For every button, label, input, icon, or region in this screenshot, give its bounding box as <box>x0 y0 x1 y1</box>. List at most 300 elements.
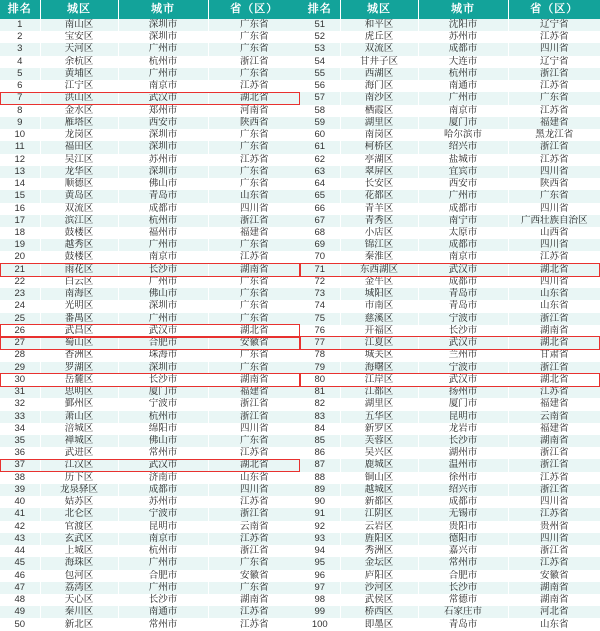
cell-district: 青秀区 <box>340 215 418 227</box>
cell-rank: 28 <box>0 349 40 361</box>
cell-province: 广东省 <box>208 313 300 325</box>
table-body-left <box>0 19 300 631</box>
cell-province: 山东省 <box>208 190 300 202</box>
cell-province: 江苏省 <box>208 251 300 263</box>
cell-district: 虎丘区 <box>340 31 418 43</box>
table-row <box>300 68 600 80</box>
cell-rank: 7 <box>0 92 40 104</box>
cell-rank: 57 <box>300 92 340 104</box>
cell-province: 四川省 <box>208 484 300 496</box>
table-row <box>300 557 600 569</box>
cell-city: 昆明市 <box>418 411 508 423</box>
cell-rank: 83 <box>300 411 340 423</box>
cell-district: 吴兴区 <box>340 447 418 459</box>
table-row <box>0 92 300 104</box>
cell-rank: 48 <box>0 594 40 606</box>
cell-rank: 16 <box>0 203 40 215</box>
cell-city: 太原市 <box>418 227 508 239</box>
cell-province: 湖北省 <box>208 92 300 104</box>
cell-rank: 76 <box>300 325 340 337</box>
cell-province: 浙江省 <box>508 141 600 153</box>
cell-rank: 67 <box>300 215 340 227</box>
cell-city: 温州市 <box>418 459 508 471</box>
cell-rank: 21 <box>0 264 40 276</box>
cell-district: 历下区 <box>40 472 118 484</box>
cell-province: 广东省 <box>208 166 300 178</box>
cell-city: 南京市 <box>118 80 208 92</box>
cell-city: 宜宾市 <box>418 166 508 178</box>
cell-district: 桥西区 <box>340 606 418 618</box>
cell-district: 武侯区 <box>340 594 418 606</box>
cell-province: 江苏省 <box>508 386 600 398</box>
cell-city: 龙岩市 <box>418 423 508 435</box>
cell-rank: 29 <box>0 362 40 374</box>
cell-rank: 64 <box>300 178 340 190</box>
cell-city: 南京市 <box>418 105 508 117</box>
cell-city: 成都市 <box>418 276 508 288</box>
cell-province: 江苏省 <box>208 533 300 545</box>
cell-province: 浙江省 <box>208 215 300 227</box>
cell-city: 厦门市 <box>418 398 508 410</box>
cell-province: 江苏省 <box>508 105 600 117</box>
cell-city: 广州市 <box>118 582 208 594</box>
cell-district: 湖里区 <box>340 117 418 129</box>
cell-city: 福州市 <box>118 227 208 239</box>
cell-province: 广东省 <box>208 582 300 594</box>
cell-rank: 61 <box>300 141 340 153</box>
cell-district: 五华区 <box>340 411 418 423</box>
cell-city: 佛山市 <box>118 435 208 447</box>
cell-district: 庐阳区 <box>340 570 418 582</box>
table-row <box>300 166 600 178</box>
cell-rank: 50 <box>0 618 40 631</box>
cell-city: 长沙市 <box>118 264 208 276</box>
table-row <box>0 227 300 239</box>
cell-district: 开福区 <box>340 325 418 337</box>
header-row <box>0 0 300 19</box>
cell-district: 包河区 <box>40 570 118 582</box>
cell-rank: 27 <box>0 337 40 349</box>
table-row <box>300 484 600 496</box>
cell-district: 南岗区 <box>340 129 418 141</box>
cell-district: 官渡区 <box>40 521 118 533</box>
table-row <box>0 117 300 129</box>
cell-province: 广东省 <box>208 288 300 300</box>
cell-province: 广西壮族自治区 <box>508 215 600 227</box>
cell-rank: 17 <box>0 215 40 227</box>
cell-rank: 60 <box>300 129 340 141</box>
cell-city: 长沙市 <box>118 594 208 606</box>
cell-district: 双流区 <box>340 43 418 55</box>
cell-city: 佛山市 <box>118 288 208 300</box>
table-row <box>300 337 600 349</box>
cell-district: 锦江区 <box>340 239 418 251</box>
table-row <box>300 472 600 484</box>
table-row <box>0 129 300 141</box>
table-row <box>300 496 600 508</box>
cell-city: 成都市 <box>418 496 508 508</box>
cell-city: 济南市 <box>118 472 208 484</box>
cell-province: 江苏省 <box>508 472 600 484</box>
cell-rank: 80 <box>300 374 340 386</box>
cell-province: 广东省 <box>508 92 600 104</box>
table-row <box>300 533 600 545</box>
cell-district: 长安区 <box>340 178 418 190</box>
cell-province: 河南省 <box>208 105 300 117</box>
cell-province: 江苏省 <box>208 618 300 631</box>
cell-rank: 38 <box>0 472 40 484</box>
table-row <box>0 105 300 117</box>
cell-district: 西湖区 <box>340 68 418 80</box>
cell-city: 厦门市 <box>118 386 208 398</box>
cell-city: 成都市 <box>418 239 508 251</box>
cell-rank: 69 <box>300 239 340 251</box>
cell-rank: 2 <box>0 31 40 43</box>
cell-province: 江苏省 <box>508 557 600 569</box>
cell-district: 铜山区 <box>340 472 418 484</box>
column-header-rank: 排名 <box>300 0 340 19</box>
table-row <box>0 264 300 276</box>
cell-district: 即墨区 <box>340 618 418 631</box>
cell-province: 湖南省 <box>508 435 600 447</box>
cell-district: 海门区 <box>340 80 418 92</box>
table-row <box>0 508 300 520</box>
cell-province: 浙江省 <box>508 313 600 325</box>
column-header-city: 城市 <box>418 0 508 19</box>
table-row <box>0 56 300 68</box>
cell-district: 洪山区 <box>40 92 118 104</box>
cell-rank: 82 <box>300 398 340 410</box>
cell-district: 龙岗区 <box>40 129 118 141</box>
cell-city: 武汉市 <box>118 325 208 337</box>
cell-city: 深圳市 <box>118 129 208 141</box>
table-row <box>0 80 300 92</box>
cell-district: 市南区 <box>340 300 418 312</box>
cell-rank: 71 <box>300 264 340 276</box>
cell-province: 广东省 <box>208 129 300 141</box>
cell-province: 湖南省 <box>508 325 600 337</box>
cell-province: 江苏省 <box>208 496 300 508</box>
cell-rank: 98 <box>300 594 340 606</box>
cell-district: 甘井子区 <box>340 56 418 68</box>
cell-district: 雨花区 <box>40 264 118 276</box>
cell-province: 福建省 <box>508 398 600 410</box>
cell-province: 江苏省 <box>208 606 300 618</box>
cell-province: 江苏省 <box>508 80 600 92</box>
cell-rank: 8 <box>0 105 40 117</box>
table-row <box>300 117 600 129</box>
cell-rank: 56 <box>300 80 340 92</box>
table-row <box>300 19 600 31</box>
cell-province: 湖北省 <box>508 337 600 349</box>
table-row <box>300 411 600 423</box>
cell-rank: 9 <box>0 117 40 129</box>
table-row <box>300 545 600 557</box>
table-row <box>300 386 600 398</box>
table-row <box>300 447 600 459</box>
cell-rank: 12 <box>0 154 40 166</box>
table-row <box>0 288 300 300</box>
cell-province: 黑龙江省 <box>508 129 600 141</box>
cell-province: 湖南省 <box>508 582 600 594</box>
cell-city: 武汉市 <box>418 264 508 276</box>
cell-city: 常州市 <box>118 618 208 631</box>
cell-rank: 95 <box>300 557 340 569</box>
table-row <box>300 227 600 239</box>
cell-rank: 62 <box>300 154 340 166</box>
cell-city: 郑州市 <box>118 105 208 117</box>
cell-province: 四川省 <box>508 43 600 55</box>
table-row <box>300 276 600 288</box>
cell-city: 西安市 <box>118 117 208 129</box>
cell-district: 姑苏区 <box>40 496 118 508</box>
cell-city: 广州市 <box>118 557 208 569</box>
cell-province: 福建省 <box>508 423 600 435</box>
cell-city: 扬州市 <box>418 386 508 398</box>
cell-city: 苏州市 <box>118 154 208 166</box>
cell-district: 双流区 <box>40 203 118 215</box>
table-row <box>0 435 300 447</box>
cell-district: 小店区 <box>340 227 418 239</box>
column-header-city: 城市 <box>118 0 208 19</box>
table-row <box>300 459 600 471</box>
table-row <box>0 411 300 423</box>
cell-province: 陕西省 <box>208 117 300 129</box>
cell-city: 盐城市 <box>418 154 508 166</box>
cell-province: 湖南省 <box>208 594 300 606</box>
table-row <box>300 203 600 215</box>
table-row <box>0 190 300 202</box>
cell-city: 青岛市 <box>418 288 508 300</box>
cell-district: 秀洲区 <box>340 545 418 557</box>
cell-district: 青羊区 <box>340 203 418 215</box>
cell-rank: 85 <box>300 435 340 447</box>
cell-city: 绍兴市 <box>418 141 508 153</box>
column-header-province: 省（区） <box>508 0 600 19</box>
cell-district: 罗湖区 <box>40 362 118 374</box>
cell-province: 陕西省 <box>508 178 600 190</box>
cell-city: 贵阳市 <box>418 521 508 533</box>
cell-province: 四川省 <box>508 203 600 215</box>
cell-city: 南京市 <box>118 251 208 263</box>
cell-province: 浙江省 <box>508 459 600 471</box>
cell-city: 深圳市 <box>118 362 208 374</box>
cell-rank: 37 <box>0 459 40 471</box>
table-row <box>0 570 300 582</box>
cell-province: 浙江省 <box>208 56 300 68</box>
cell-district: 香洲区 <box>40 349 118 361</box>
cell-district: 天河区 <box>40 43 118 55</box>
cell-rank: 87 <box>300 459 340 471</box>
table-row <box>0 251 300 263</box>
cell-city: 宁波市 <box>118 398 208 410</box>
cell-province: 江苏省 <box>208 80 300 92</box>
cell-city: 武汉市 <box>118 459 208 471</box>
cell-rank: 52 <box>300 31 340 43</box>
cell-province: 山东省 <box>508 618 600 631</box>
cell-district: 越秀区 <box>40 239 118 251</box>
cell-city: 青岛市 <box>418 618 508 631</box>
table-row <box>0 141 300 153</box>
cell-province: 浙江省 <box>508 362 600 374</box>
cell-rank: 6 <box>0 80 40 92</box>
cell-rank: 11 <box>0 141 40 153</box>
cell-rank: 78 <box>300 349 340 361</box>
cell-city: 南通市 <box>418 80 508 92</box>
table-row <box>0 386 300 398</box>
cell-city: 昆明市 <box>118 521 208 533</box>
cell-rank: 41 <box>0 508 40 520</box>
cell-rank: 24 <box>0 300 40 312</box>
cell-district: 福田区 <box>40 141 118 153</box>
cell-rank: 18 <box>0 227 40 239</box>
table-row <box>0 325 300 337</box>
cell-district: 顺德区 <box>40 178 118 190</box>
cell-province: 广东省 <box>208 141 300 153</box>
cell-district: 思明区 <box>40 386 118 398</box>
cell-district: 南山区 <box>40 19 118 31</box>
cell-city: 长沙市 <box>118 374 208 386</box>
cell-rank: 54 <box>300 56 340 68</box>
table-row <box>300 129 600 141</box>
cell-province: 浙江省 <box>208 411 300 423</box>
table-row <box>0 276 300 288</box>
cell-city: 成都市 <box>118 203 208 215</box>
cell-province: 江苏省 <box>208 447 300 459</box>
cell-district: 新都区 <box>340 496 418 508</box>
table-row <box>300 362 600 374</box>
cell-province: 山东省 <box>508 288 600 300</box>
cell-district: 龙泉驿区 <box>40 484 118 496</box>
cell-district: 江阴区 <box>340 508 418 520</box>
table-row <box>0 239 300 251</box>
cell-rank: 22 <box>0 276 40 288</box>
cell-city: 杭州市 <box>118 56 208 68</box>
table-row <box>0 398 300 410</box>
cell-city: 南京市 <box>418 251 508 263</box>
cell-rank: 75 <box>300 313 340 325</box>
cell-district: 蜀山区 <box>40 337 118 349</box>
cell-rank: 5 <box>0 68 40 80</box>
cell-rank: 65 <box>300 190 340 202</box>
cell-rank: 74 <box>300 300 340 312</box>
cell-rank: 35 <box>0 435 40 447</box>
cell-rank: 97 <box>300 582 340 594</box>
cell-city: 广州市 <box>118 239 208 251</box>
cell-district: 金牛区 <box>340 276 418 288</box>
cell-province: 广东省 <box>208 435 300 447</box>
cell-district: 余杭区 <box>40 56 118 68</box>
cell-district: 江夏区 <box>340 337 418 349</box>
cell-province: 湖北省 <box>208 459 300 471</box>
cell-city: 青岛市 <box>418 300 508 312</box>
cell-rank: 86 <box>300 447 340 459</box>
column-header-district: 城区 <box>340 0 418 19</box>
cell-district: 城关区 <box>340 349 418 361</box>
table-row <box>300 508 600 520</box>
cell-rank: 14 <box>0 178 40 190</box>
cell-district: 黄岛区 <box>40 190 118 202</box>
cell-city: 常州市 <box>418 557 508 569</box>
cell-province: 安徽省 <box>508 570 600 582</box>
cell-district: 北仑区 <box>40 508 118 520</box>
table-row <box>0 582 300 594</box>
table-row <box>300 251 600 263</box>
table-row <box>300 141 600 153</box>
cell-rank: 55 <box>300 68 340 80</box>
table-row <box>300 349 600 361</box>
cell-district: 天心区 <box>40 594 118 606</box>
table-row <box>300 105 600 117</box>
cell-province: 四川省 <box>508 496 600 508</box>
cell-district: 秦淮区 <box>340 251 418 263</box>
table-row <box>0 594 300 606</box>
cell-province: 山东省 <box>508 300 600 312</box>
cell-province: 广东省 <box>208 43 300 55</box>
cell-province: 安徽省 <box>208 337 300 349</box>
cell-city: 合肥市 <box>118 570 208 582</box>
table-row <box>300 374 600 386</box>
cell-city: 苏州市 <box>118 496 208 508</box>
table-row <box>300 215 600 227</box>
cell-district: 金水区 <box>40 105 118 117</box>
cell-rank: 58 <box>300 105 340 117</box>
cell-rank: 32 <box>0 398 40 410</box>
table-row <box>300 264 600 276</box>
cell-city: 常州市 <box>118 447 208 459</box>
cell-city: 苏州市 <box>418 31 508 43</box>
cell-rank: 42 <box>0 521 40 533</box>
table-row <box>300 288 600 300</box>
table-row <box>300 594 600 606</box>
cell-rank: 63 <box>300 166 340 178</box>
cell-city: 长沙市 <box>418 325 508 337</box>
cell-city: 青岛市 <box>118 190 208 202</box>
cell-province: 江苏省 <box>508 31 600 43</box>
cell-province: 湖北省 <box>508 374 600 386</box>
table-row <box>300 31 600 43</box>
cell-city: 长沙市 <box>418 582 508 594</box>
column-header-district: 城区 <box>40 0 118 19</box>
cell-district: 武昌区 <box>40 325 118 337</box>
cell-province: 山东省 <box>208 472 300 484</box>
cell-rank: 20 <box>0 251 40 263</box>
cell-city: 广州市 <box>118 43 208 55</box>
cell-city: 绵阳市 <box>118 423 208 435</box>
table-row <box>300 618 600 631</box>
cell-rank: 45 <box>0 557 40 569</box>
cell-district: 荔湾区 <box>40 582 118 594</box>
cell-city: 深圳市 <box>118 141 208 153</box>
cell-province: 甘肃省 <box>508 349 600 361</box>
cell-province: 四川省 <box>508 533 600 545</box>
cell-city: 徐州市 <box>418 472 508 484</box>
cell-rank: 15 <box>0 190 40 202</box>
cell-city: 南京市 <box>118 533 208 545</box>
cell-province: 四川省 <box>508 239 600 251</box>
cell-city: 广州市 <box>418 190 508 202</box>
table-row <box>0 166 300 178</box>
cell-rank: 51 <box>300 19 340 31</box>
table-row <box>0 215 300 227</box>
cell-district: 龙华区 <box>40 166 118 178</box>
table-body-right <box>300 19 600 631</box>
cell-province: 江苏省 <box>508 251 600 263</box>
cell-rank: 99 <box>300 606 340 618</box>
cell-city: 湖州市 <box>418 447 508 459</box>
cell-district: 鼓楼区 <box>40 251 118 263</box>
cell-district: 涪城区 <box>40 423 118 435</box>
